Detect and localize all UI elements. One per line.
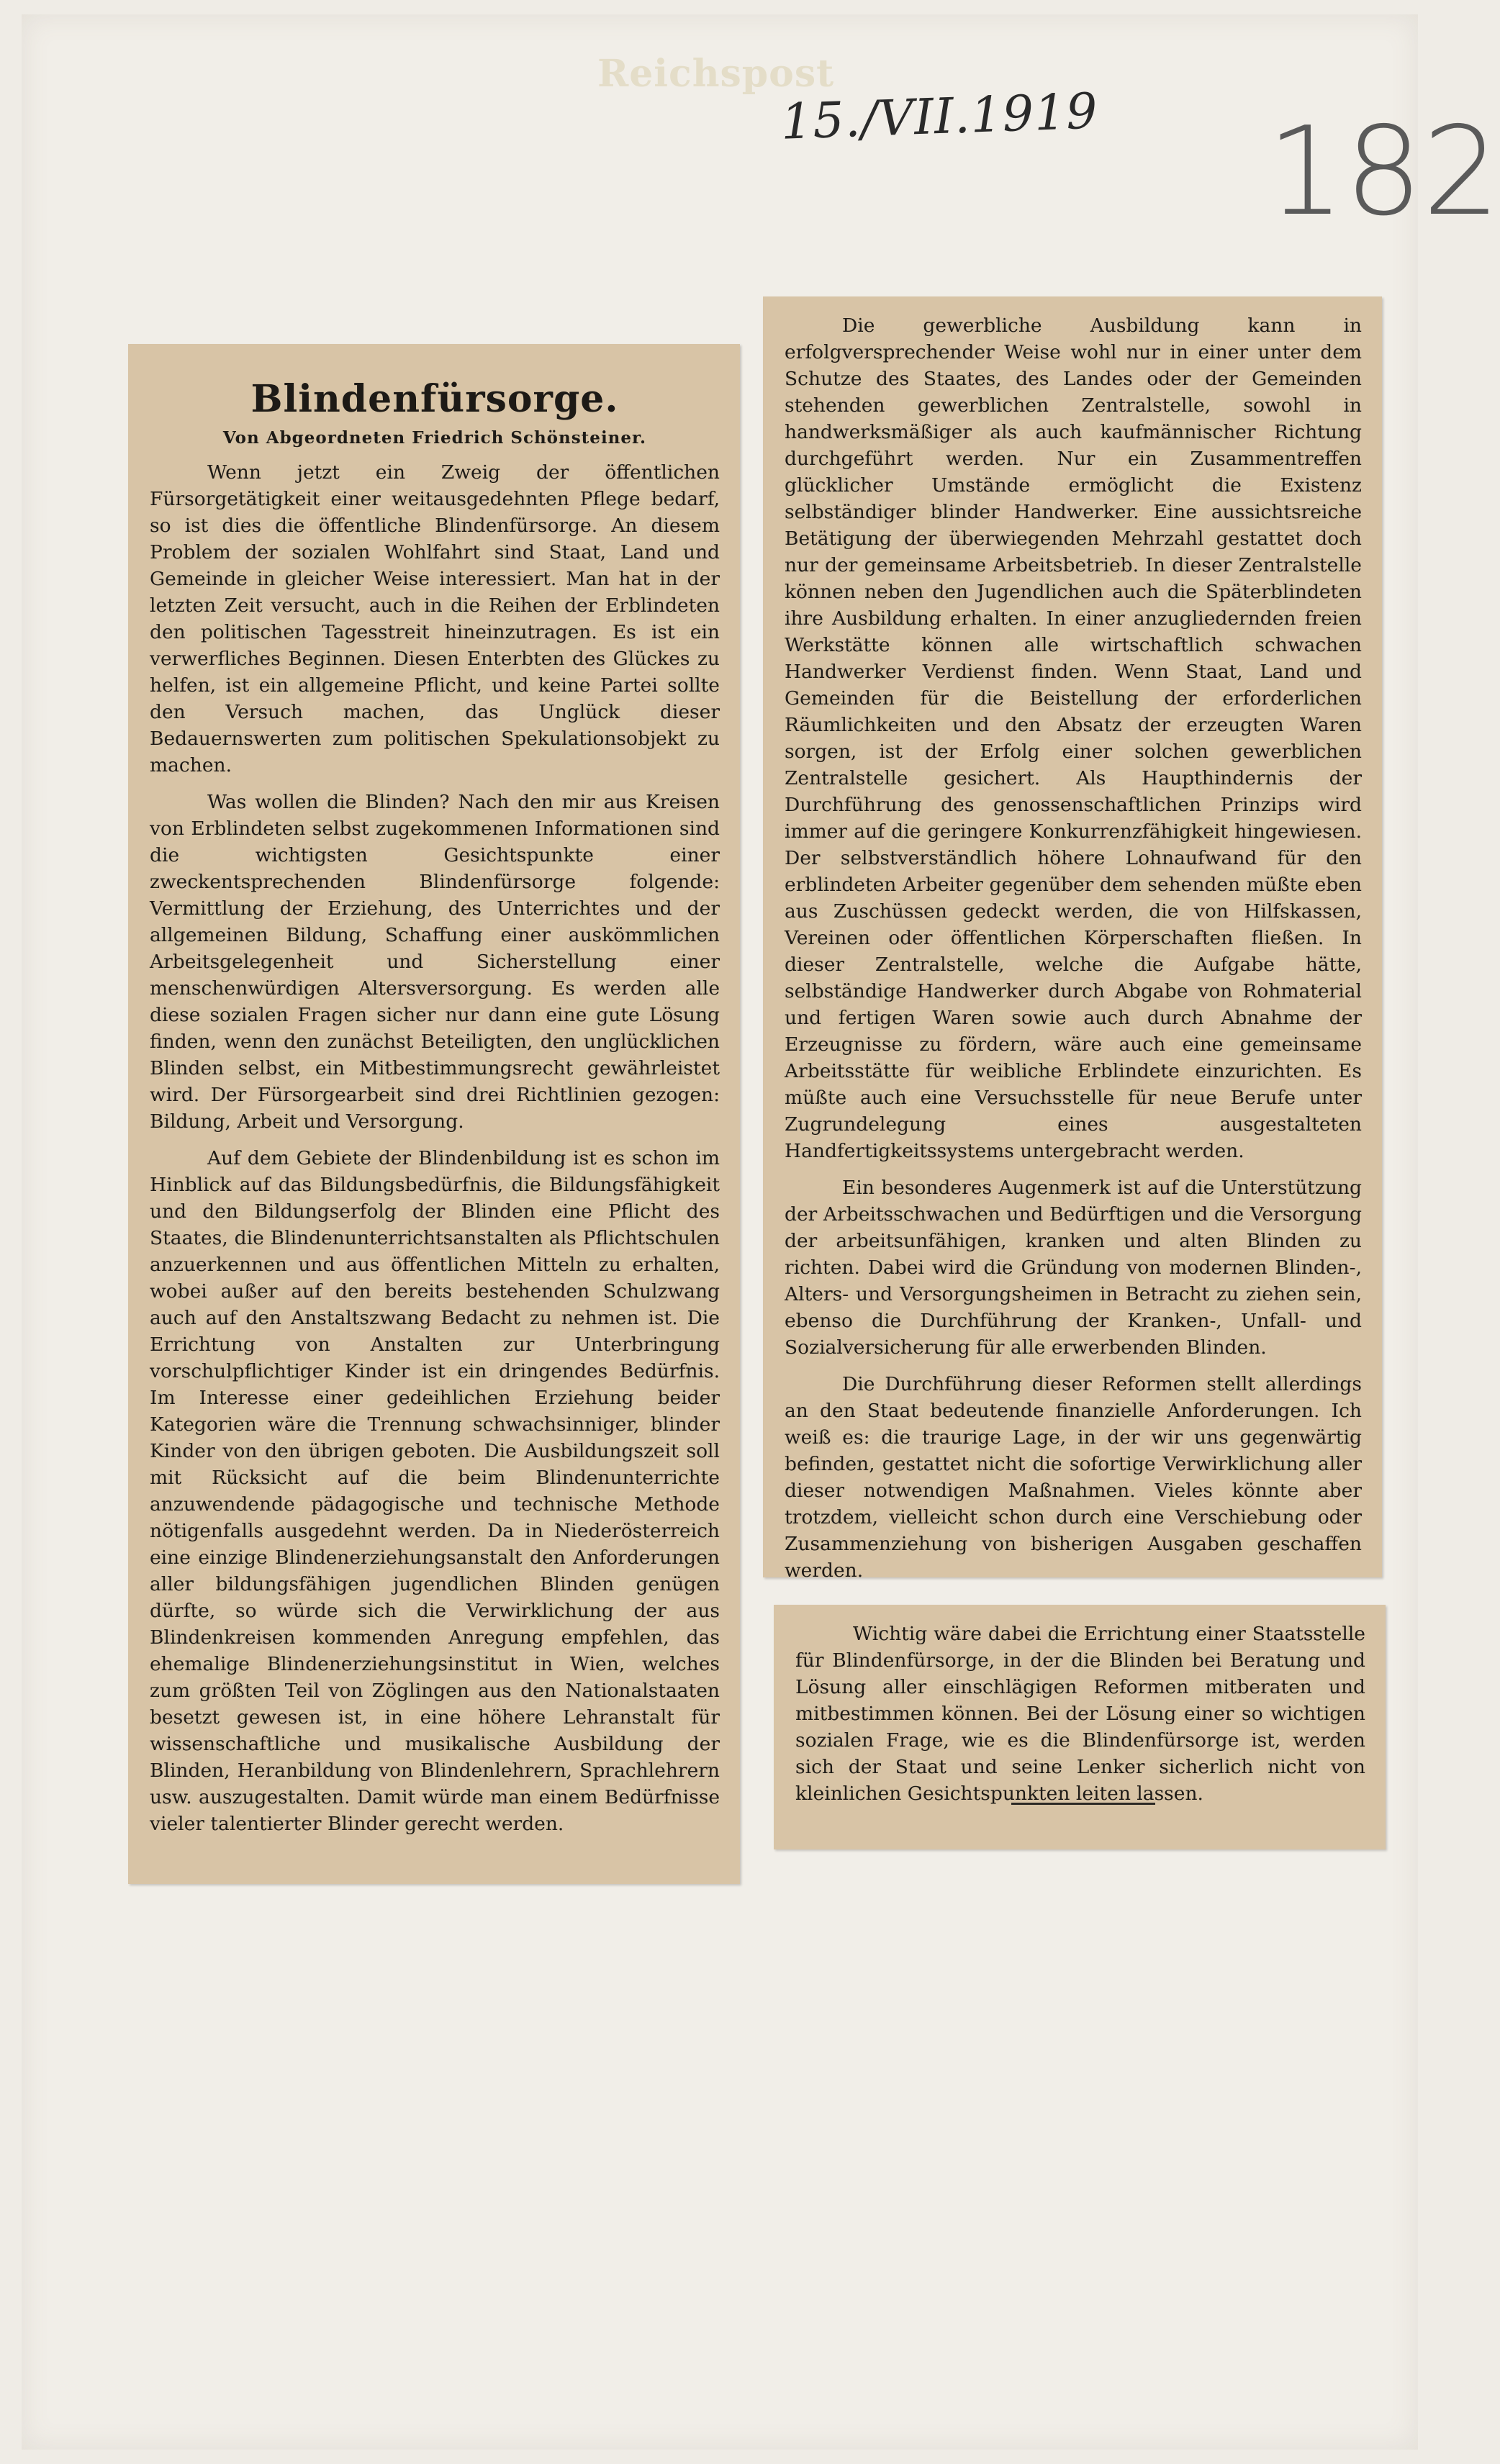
clipping-left-column xyxy=(128,344,740,1884)
clipping-right-column xyxy=(763,296,1382,1582)
handwritten-date: 15./VII.1919 xyxy=(780,83,1099,151)
article-byline: Von Abgeordneten Friedrich Schönsteiner. xyxy=(222,428,647,448)
article-title: Blindenfürsorge. xyxy=(250,377,619,421)
handwritten-page-number: 182 xyxy=(1267,101,1500,243)
newspaper-masthead-stamp: Reichspost xyxy=(597,52,835,96)
paragraph: Ein besonderes Augenmerk ist auf die Unterstützung der Arbeitsschwachen und Bedürftigen und die Versorgung der arbeitsunfähigen, kranken und alten Blinden zu richten. Dabei wird die Gründung von modernen Blinden-, Alters- und Versorgungsheimen in Betracht zu ziehen sein, ebenso die Durchführung der Kranken-, Unfall- und Sozialversicherung für alle erwerbenden Blinden. xyxy=(785,1177,1362,1359)
clipping-closing-paragraph xyxy=(774,1605,1386,1849)
paragraph: Was wollen die Blinden? Nach den mir aus Kreisen von Erblindeten selbst zugekommenen Informationen sind die wichtigsten Gesichtspunkte einer zweckentsprechenden Blindenfürsorge folgende: Vermittlung der Erziehung, des Unterrichtes und der allgemeinen Bildung, Schaffung einer auskömmlichen Arbeitsgelegenheit und Sicherstellung einer menschenwürdigen Altersversorgung. Es werden alle diese sozialen Fragen sicher nur dann eine gute Lösung finden, wenn den zunächst Beteiligten, den unglücklichen Blinden selbst, ein Mitbestimmungsrecht gewährleistet wird. Der Fürsorgearbeit sind drei Richtlinien gezogen: Bildung, Arbeit und Versorgung. xyxy=(150,791,720,1133)
paragraph: Die Durchführung dieser Reformen stellt allerdings an den Staat bedeutende finanzielle Anforderungen. Ich weiß es: die traurige Lage, in der wir uns gegenwärtig befinden, gestattet nicht die sofortige Verwirklichung aller dieser notwendigen Maßnahmen. Vieles könnte aber trotzdem, vielleicht schon durch eine Verschiebung oder Zusammenziehung von bisherigen Ausgaben geschaffen werden. xyxy=(785,1373,1362,1582)
paragraph: Wichtig wäre dabei die Errichtung einer Staatsstelle für Blindenfürsorge, in der die Blinden bei Beratung und Lösung aller einschlägigen Reformen mitberaten und mitbestimmen können. Bei der Lösung einer so wichtigen sozialen Frage, wie es die Blindenfürsorge ist, werden sich der Staat und seine Lenker sicherlich nicht von kleinlichen Gesichtspunkten leiten lassen. xyxy=(795,1623,1365,1805)
paragraph: Wenn jetzt ein Zweig der öffentlichen Fürsorgetätigkeit einer weitausgedehnten Pflege bedarf, so ist dies die öffentliche Blindenfürsorge. An diesem Problem der sozialen Wohlfahrt sind Staat, Land und Gemeinde in gleicher Weise interessiert. Man hat in der letzten Zeit versucht, auch in die Reihen der Erblindeten den politischen Tagesstreit hineinzutragen. Es ist ein verwerfliches Beginnen. Diesen Enterbten des Glückes zu helfen, ist ein allgemeine Pflicht, und keine Partei sollte den Versuch machen, das Unglück dieser Bedauernswerten zum politischen Spekulationsobjekt zu machen. xyxy=(150,461,720,776)
paragraph: Auf dem Gebiete der Blindenbildung ist es schon im Hinblick auf das Bildungsbedürfnis, die Bildungsfähigkeit und den Bildungserfolg der Blinden eine Pflicht des Staates, die Blindenunterrichtsanstalten als Pflichtschulen anzuerkennen und aus öffentlichen Mitteln zu erhalten, wobei außer auf den bereits bestehenden Schulzwang auch auf den Anstaltszwang Bedacht zu nehmen ist. Die Errichtung von Anstalten zur Unterbringung vorschulpflichtiger Kinder ist ein dringendes Bedürfnis. Im Interesse einer gedeihlichen Erziehung beider Kategorien wäre die Trennung schwachsinniger, blinder Kinder von den übrigen geboten. Die Ausbildungszeit soll mit Rücksicht auf die beim Blindenunterrichte anzuwendende pädagogische und technische Methode nötigenfalls ausgedehnt werden. Da in Niederösterreich eine einzige Blindenerziehungsanstalt den Anforderungen aller bildungsfähigen jugendlichen Blinden genügen dürfte, so würde sich die Verwirklichung der aus Blindenkreisen kommenden Anregung empfehlen, das ehemalige Blindenerziehungsinstitut in Wien, welches zum größten Teil von Zöglingen aus den Nationalstaaten besetzt gewesen ist, in eine höhere Lehranstalt für wissenschaftliche und musikalische Ausbildung der Blinden, Heranbildung von Blindenlehrern, Sprachlehrern usw. auszugestalten. Damit würde man einem Bedürfnisse vieler talentierter Blinder gerecht werden. xyxy=(150,1147,720,1835)
end-rule-divider xyxy=(1011,1803,1155,1805)
paragraph: Die gewerbliche Ausbildung kann in erfolgversprechender Weise wohl nur in einer unter dem Schutze des Staates, des Landes oder der Gemeinden stehenden gewerblichen Zentralstelle, sowohl in handwerksmäßiger als auch kaufmännischer Richtung durchgeführt werden. Nur ein Zusammentreffen glücklicher Umstände ermöglicht die Existenz selbständiger blinder Handwerker. Eine aussichtsreiche Betätigung der überwiegenden Mehrzahl gestattet doch nur der gemeinsame Arbeitsbetrieb. In dieser Zentralstelle können neben den Jugendlichen auch die Späterblindeten ihre Ausbildung erhalten. In einer anzugliedernden freien Werkstätte können alle wirtschaftlich schwachen Handwerker Verdienst finden. Wenn Staat, Land und Gemeinden für die Beistellung der erforderlichen Räumlichkeiten und den Absatz der erzeugten Waren sorgen, ist der Erfolg einer solchen gewerblichen Zentralstelle gesichert. Als Haupthindernis der Durchführung des genossenschaftlichen Prinzips wird immer auf die geringere Konkurrenzfähigkeit hingewiesen. Der selbstverständlich höhere Lohnaufwand für den erblindeten Arbeiter gegenüber dem sehenden müßte eben aus Zuschüssen gedeckt werden, die von Hilfskassen, Vereinen oder öffentlichen Körperschaften fließen. In dieser Zentralstelle, welche die Aufgabe hätte, selbständige Handwerker durch Abgabe von Rohmaterial und fertigen Waren sowie auch durch Abnahme der Erzeugnisse zu fördern, wäre auch eine gemeinsame Arbeitsstätte für weibliche Erblindete einzurichten. Es müßte auch eine Versuchsstelle für neue Berufe unter Zugrundelegung eines ausgestalteten Handfertigkeitssystems untergebracht werden. xyxy=(785,314,1362,1162)
